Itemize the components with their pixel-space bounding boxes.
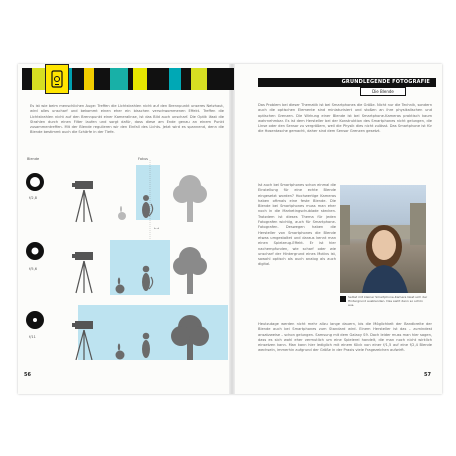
tree-2 bbox=[173, 247, 207, 294]
caption-marker bbox=[340, 296, 346, 302]
tripod-camera-1 bbox=[72, 181, 93, 222]
tripod-camera-2 bbox=[72, 252, 93, 293]
section-title: GRUNDLEGENDE FOTOGRAFIE bbox=[341, 79, 430, 85]
svg-text:←→: ←→ bbox=[154, 226, 160, 230]
portrait-photo bbox=[340, 185, 426, 293]
section-header-bar bbox=[258, 78, 436, 87]
intro-paragraph: Es ist wie beim menschlichen Auge: Treffen die Lichtstrahlen nicht auf den Brennpunkt unseres Netzhaut, wird alles unscharf und bekommt einen eher ein bisschen verschwommenen Effekt. Treffen die Lichtstrahlen nicht auf den Brennpunkt einer Kameralinse, ist das Bild auch unscharf. Die Optik lässt die Strahlen durch einen Filter laufen und sorgt dafür, dass diese am Ende genau an einem Punkt zusammentreffen. Mit der Blende regulieren wir den Einfall des Lichts. Jetzt wird es spannend, denn die Blende bestimmt auch die Schärfe in der Tiefe. bbox=[30, 104, 224, 135]
right-paragraph-1: Das Problem bei dieser Thematik ist bei Smartphones die Größe. Nicht nur die Technik, sondern auch die optischen Elemente sind miniaturisiert und stoßen an ihre physikalischen und optischen Grenzen. Die Wirkung einer Blende ist bei Smartphone-Kameras praktisch kaum wahrnehmbar. Es ist dem Hersteller bei der Konstruktion des Smartphones nicht gelungen, die Linse oder den Sensor zu vergrößern, weil die Physik dies nicht zulässt. Das Smartphone ist für die Hosentasche gemacht, daher sind dem Sensor Grenzen gesetzt. bbox=[258, 103, 432, 134]
smartphone-camera-icon bbox=[46, 65, 68, 93]
right-paragraph-2: Ist auch bei Smartphones schon einmal die Einstellung für eine echte Blende eingesetzt worden? Hochwertige Kameras haben oftmals eine feste Blende. Die Blende bei Smartphones muss man eher noch in die Marketingschublade stecken. Trotzdem ist dieses Thema für jeden Fotografen wichtig, auch für Smartphone-Fotografen. Deswegen haben die Hersteller von Smartphones die Blende etwas umgestaltet und daraus kennt man einen Spielzeug-Effekt. Er ist hier nachempfunden, wie scharf oder wie unscharf der Hintergrund eines Motivs ist, sowohl optisch als auch analog als auch digital. bbox=[258, 183, 336, 267]
photo-caption: Selbst mit kleiner Smartphone-Kamera lässt sich der Hintergrund ausblenden. Das sieht dann so schön aus. bbox=[348, 295, 428, 307]
woman-portrait bbox=[340, 185, 426, 293]
page-number-right: 57 bbox=[424, 372, 431, 378]
chapter-tab: Die Blende bbox=[360, 87, 406, 96]
rabbit-1 bbox=[118, 206, 126, 220]
cat-3 bbox=[142, 333, 150, 358]
depth-of-field-diagram bbox=[18, 160, 232, 360]
right-paragraph-3: Heutzutage werden nicht mehr allzu lange dauern, bis die Möglichkeit der Bandbreite der Blende auch bei Smartphones zum Standard wird. Einem Hersteller ist das – zumindest ansatzweise – schon gelungen. Samsung mit dem Galaxy S9. Doch leider muss man hier sagen, dass es sich wohl eher vermutlich um eine Spielerei handelt, die man noch nicht wirklich einsetzen kann. Man kann hier lediglich mit einem Klick von einer f/1,5 auf eine f/2,4 Blende wechseln, immerhin aufgrund der Größe in der Praxis viele Fragezeichen aufwirft. bbox=[258, 322, 432, 353]
blende-label: Blende bbox=[27, 157, 40, 161]
row-f5-6 bbox=[26, 240, 207, 295]
row-f11 bbox=[26, 305, 228, 360]
aperture-value-1: f/2,8 bbox=[29, 196, 37, 200]
photo-chapter-logo bbox=[45, 64, 69, 94]
fokus-label: Fokus bbox=[138, 157, 148, 161]
aperture-value-3: f/11 bbox=[29, 335, 36, 339]
aperture-value-2: f/5,6 bbox=[29, 267, 37, 271]
row-f2-8 bbox=[26, 160, 207, 240]
page-number-left: 56 bbox=[24, 372, 31, 378]
tree-1 bbox=[173, 175, 207, 222]
